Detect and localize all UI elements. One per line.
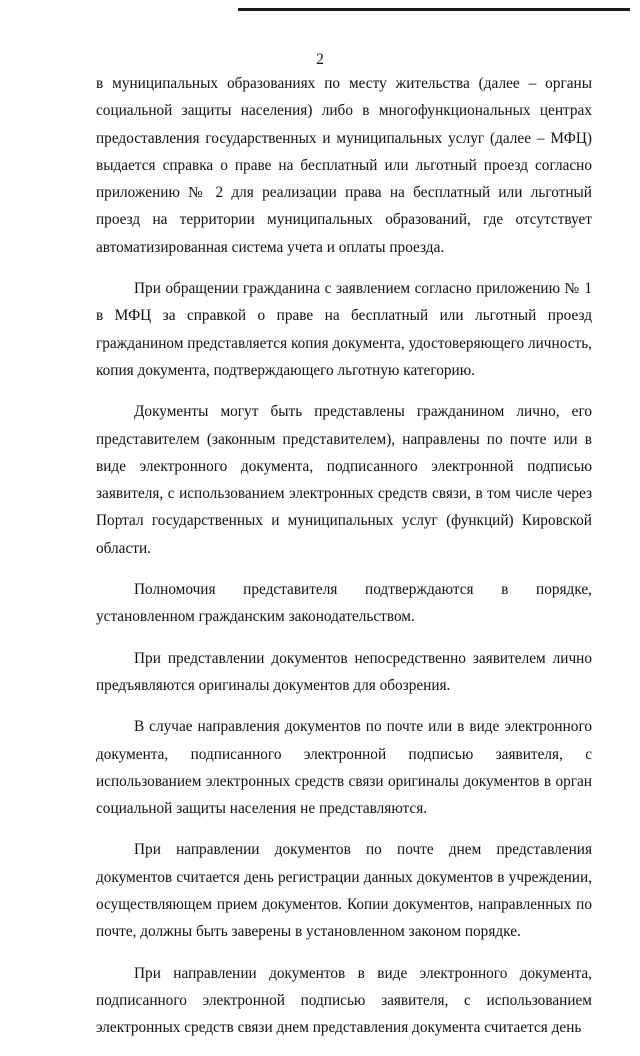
paragraph-2: При обращении гражданина с заявлением согласно приложению № 1 в МФЦ за справкой о праве на бесплатный или льготный проезд гражданином представляется копия документа, удостоверяющего личность, копия документа, подтверждающего льготную категорию.	[96, 280, 592, 379]
document-body	[96, 70, 592, 1056]
paragraph-7: При направлении документов по почте днем представления документов считается день регистрации данных документов в учреждении, осуществляющем прием документов. Копии документов, направленных по почте, должны быть заверены в установленном законом порядке.	[96, 841, 592, 941]
paragraph-6: В случае направления документов по почте или в виде электронного документа, подписанного электронной подписью заявителя, с использованием электронных средств связи оригиналы документов в орган социальной защиты населения не представляются.	[96, 718, 592, 818]
paragraph-8: При направлении документов в виде электронного документа, подписанного электронной подписью заявителя, с использованием электронных средств связи днем представления документа считается день	[96, 964, 592, 1037]
paragraph-1: в муниципальных образованиях по месту жительства (далее – органы социальной защиты населения) либо в многофункциональных центрах предоставления государственных и муниципальных услуг (далее – МФЦ) выдается справка о праве на бесплатный или льготный проезд согласно приложению № 2 для реализации права на бесплатный или льготный проезд на территории муниципальных образований, где отсутствует автоматизированная система учета и оплаты проезда.	[96, 75, 592, 256]
paragraph-4: Полномочия представителя подтверждаются в порядке, установленном гражданским законодательством.	[96, 581, 592, 626]
page-number: 2	[316, 51, 324, 68]
paragraph-3: Документы могут быть представлены гражданином лично, его представителем (законным представителем), направлены по почте или в виде электронного документа, подписанного электронной подписью заявителя, с использованием электронных средств связи, в том числе через Портал государственных и муниципальных услуг (функций) Кировской области.	[96, 403, 592, 557]
paragraph-5: При представлении документов непосредственно заявителем лично предъявляются оригиналы документов для обозрения.	[96, 649, 592, 694]
header-rule	[238, 8, 630, 11]
